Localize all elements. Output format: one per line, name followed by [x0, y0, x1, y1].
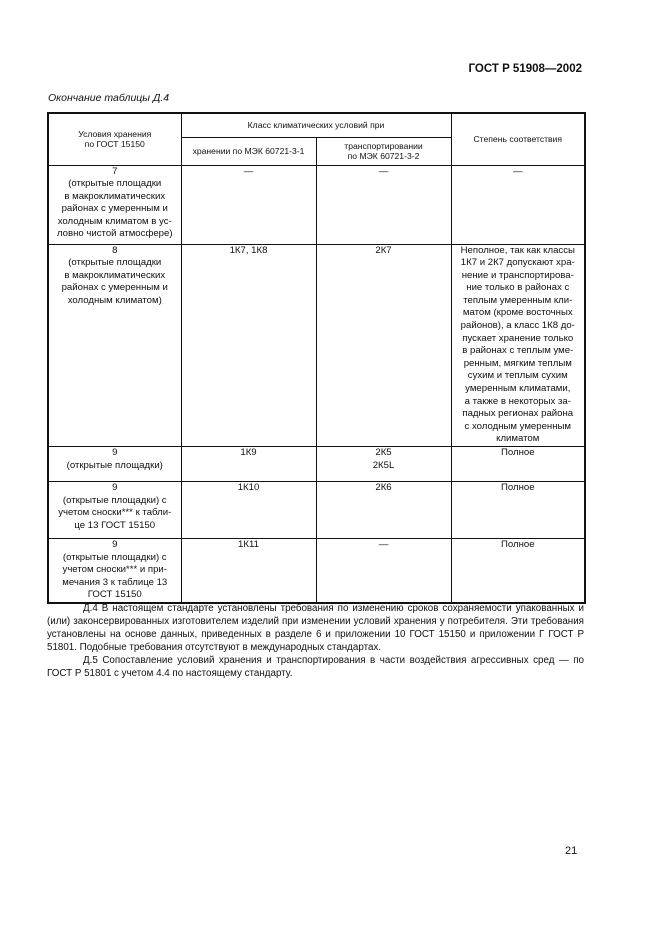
- cell-degree: Полное: [451, 482, 585, 539]
- header-storage-iec: хранении по МЭК 60721-3-1: [181, 137, 316, 165]
- cell-condition: 9 (открытые площадки): [48, 447, 181, 482]
- body-text: [47, 602, 584, 680]
- page-number: 21: [565, 845, 578, 857]
- cell-transport: —: [316, 539, 451, 603]
- header-transport-iec: транспортировании по МЭК 60721-3-2: [316, 137, 451, 165]
- table-row: [48, 482, 585, 539]
- cell-degree: Полное: [451, 539, 585, 603]
- cell-storage: 1К7, 1К8: [181, 244, 316, 447]
- table-row: [48, 244, 585, 447]
- cell-storage: 1К9: [181, 447, 316, 482]
- cell-storage: —: [181, 165, 316, 244]
- cell-degree: Неполное, так как классы 1К7 и 2К7 допускают хра- нение и транспортирова- ние только в районах с теплым умеренным кли- матом (кроме восточных районов), а класс 1К8 до- пускает хранение только в районах с теплым уме- ренным, мягким теплым сухим и теплым сухим умеренным климатами, а также в некоторых за- падных регионах района с холодным умеренным климатом: [451, 244, 585, 447]
- cell-transport: 2К6: [316, 482, 451, 539]
- table-caption: Окончание таблицы Д.4: [48, 92, 170, 104]
- cell-condition: 9 (открытые площадки) с учетом сноски*** и при- мечания 3 к таблице 13 ГОСТ 15150: [48, 539, 181, 603]
- table-row: [48, 447, 585, 482]
- table-row: [48, 539, 585, 603]
- cell-transport: 2К7: [316, 244, 451, 447]
- cell-condition: 7 (открытые площадки в макроклиматических районах с умеренным и холодным климатом в ус- ловно чистой атмосфере): [48, 165, 181, 244]
- cell-storage: 1К10: [181, 482, 316, 539]
- cell-condition: 9 (открытые площадки) с учетом сноски*** к табли- це 13 ГОСТ 15150: [48, 482, 181, 539]
- cell-degree: —: [451, 165, 585, 244]
- header-degree: Степень соответствия: [451, 113, 585, 165]
- cell-degree: Полное: [451, 447, 585, 482]
- header-climate-class: Класс климатических условий при: [181, 113, 451, 137]
- climate-table: [47, 112, 586, 604]
- table-row: [48, 165, 585, 244]
- paragraph-d4: Д.4 В настоящем стандарте установлены требования по изменению сроков сохраняемости упакованных и (или) законсервированных изготовителем изделий при изменении условий хранения у потребителя. Эти требования установлены на основе данных, приведенных в разделе 6 и приложении 10 ГОСТ 15150 и приложении Г ГОСТ Р 51801. Подобные требования отсутствуют в международных стандартах.: [47, 603, 584, 653]
- standard-number: ГОСТ Р 51908—2002: [468, 63, 582, 75]
- cell-transport: 2К5 2К5L: [316, 447, 451, 482]
- cell-transport: —: [316, 165, 451, 244]
- cell-storage: 1К11: [181, 539, 316, 603]
- header-storage-conditions: Условия хранения по ГОСТ 15150: [48, 113, 181, 165]
- cell-condition: 8 (открытые площадки в макроклиматических районах с умеренным и холодным климатом): [48, 244, 181, 447]
- paragraph-d5: Д.5 Сопоставление условий хранения и транспортирования в части воздействия агрессивных сред — по ГОСТ Р 51801 с учетом 4.4 по настоящему стандарту.: [47, 655, 584, 679]
